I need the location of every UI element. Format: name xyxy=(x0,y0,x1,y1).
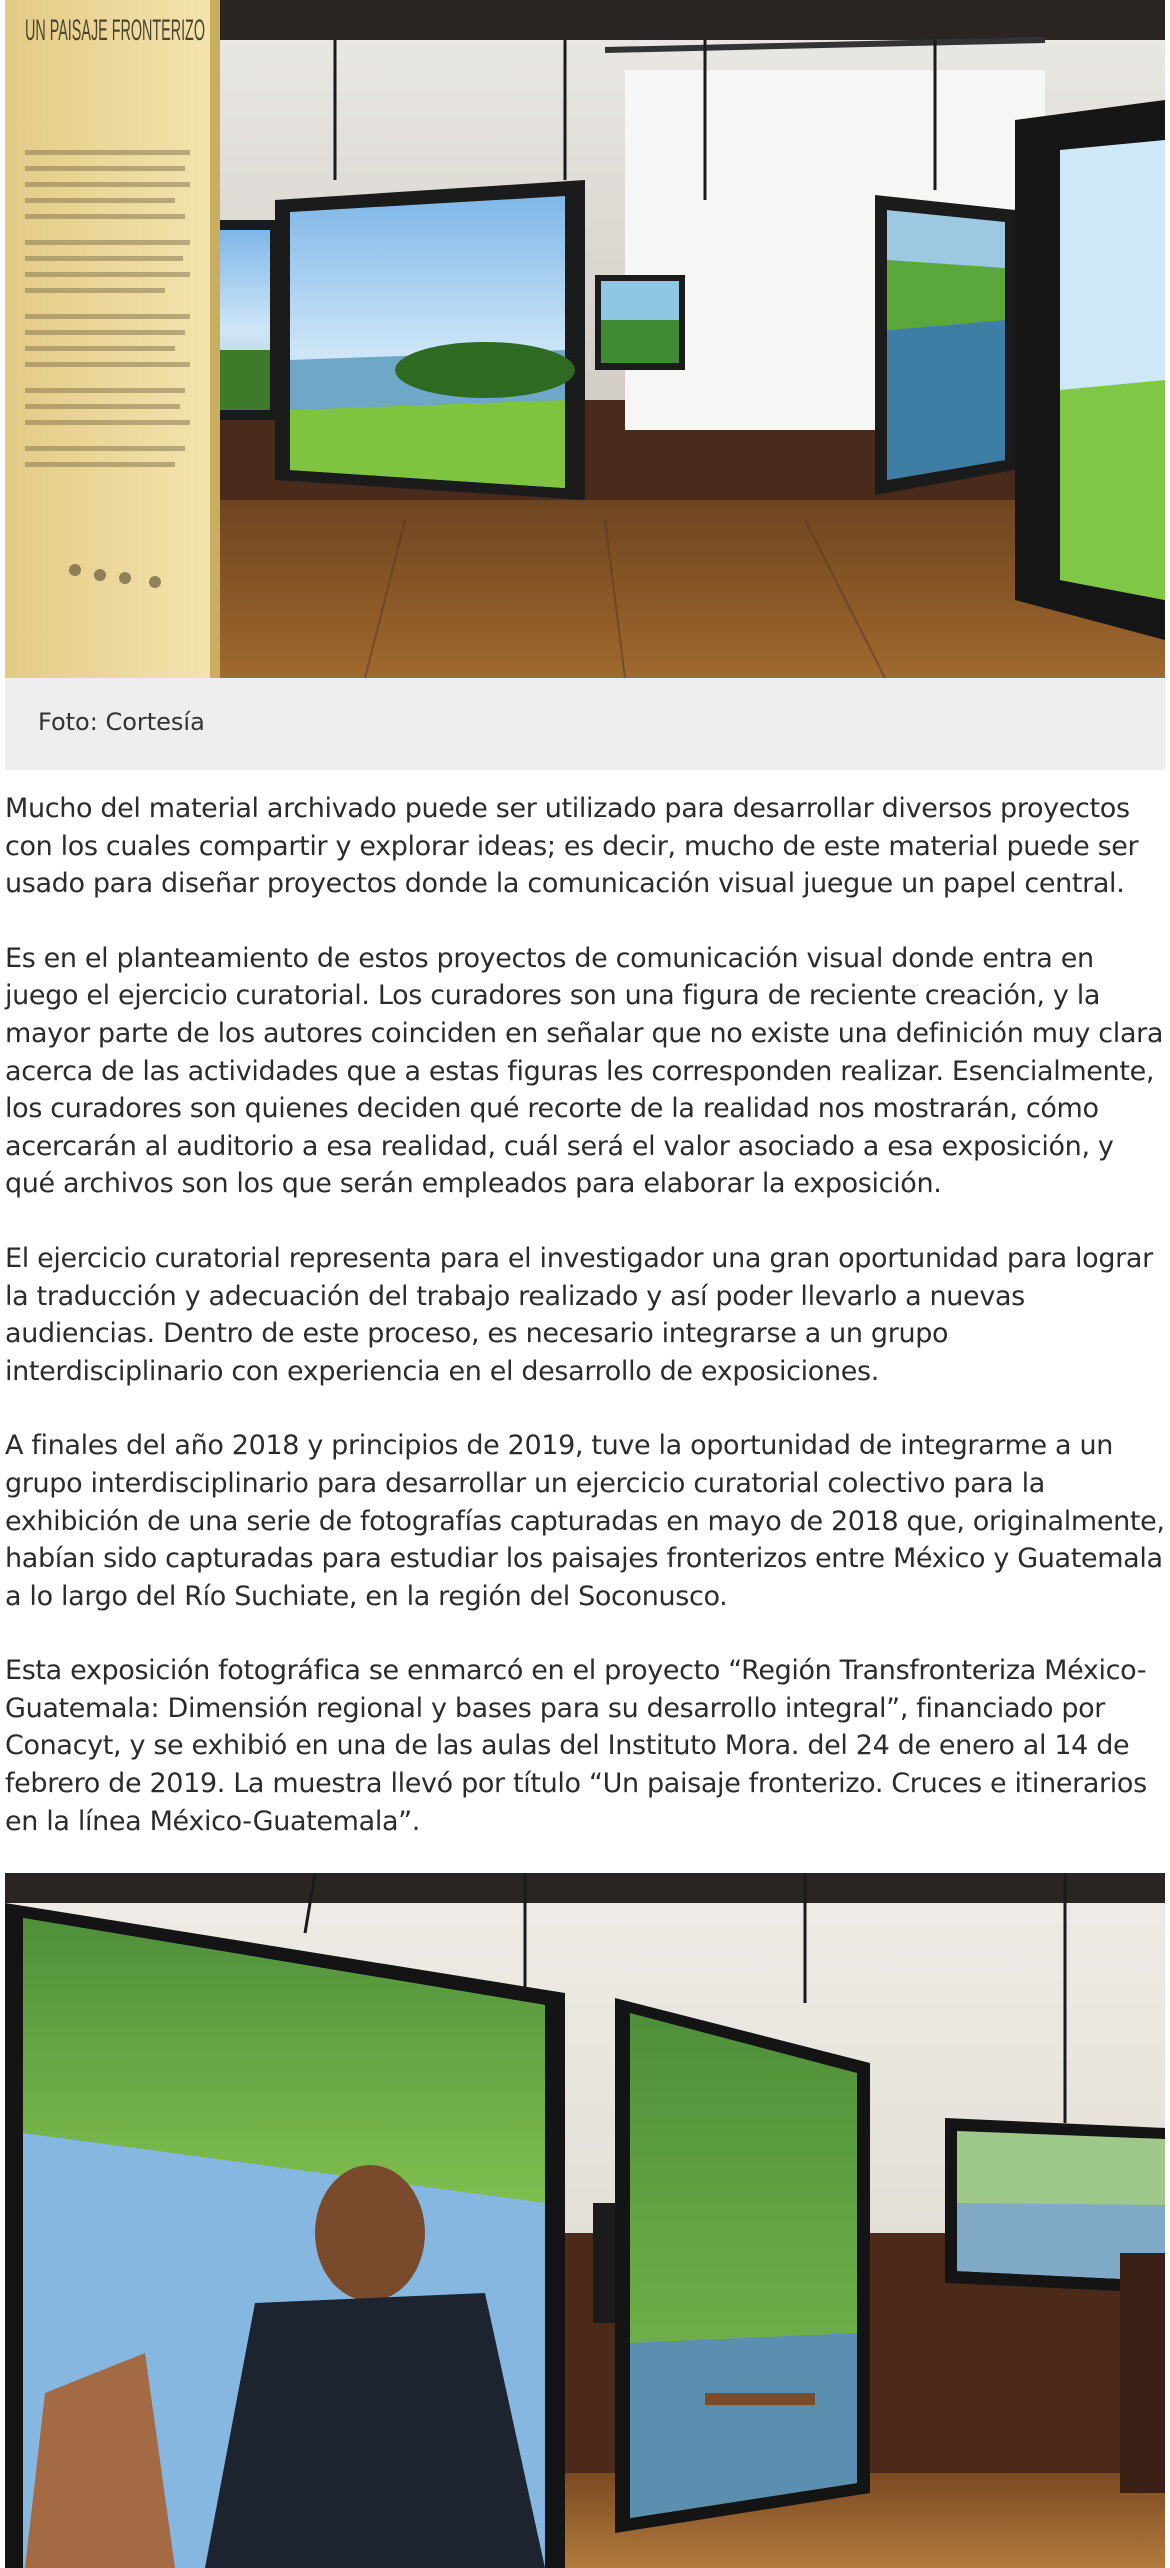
article-paragraph: A finales del año 2018 y principios de 2019, tuve la oportunidad de integrarme a un grupo interdisciplinario para desarrollar un ejercicio curatorial colectivo para la exhibición de una serie de fotografías capturadas en mayo de 2018 que, originalmente, habían sido capturadas para estudiar los paisajes fronterizos entre México y Guatemala a lo largo del Río Suchiate, en la región del Soconusco. xyxy=(5,1430,1165,1612)
article-paragraph: Es en el planteamiento de estos proyectos de comunicación visual donde entra en juego el ejercicio curatorial. Los curadores son una figura de reciente creación, y la mayor parte de los autores coinciden en señalar que no existe una definición muy clara acerca de las actividades que a estas figuras les corresponden realizar. Esencialmente, los curadores son quienes deciden qué recorte de la realidad nos mostrarán, cómo acercarán al auditorio a esa realidad, cuál será el valor asociado a esa exposición, y qué archivos son los que serán empleados para elaborar la exposición. xyxy=(5,942,1164,1200)
article-body xyxy=(5,790,1165,1877)
article-paragraph: El ejercicio curatorial representa para el investigador una gran oportunidad para lograr la traducción y adecuación del trabajo realizado y así poder llevarlo a nuevas audiencias. Dentro de este proceso, es necesario integrarse a un grupo interdisciplinario con experiencia en el desarrollo de exposiciones. xyxy=(5,1242,1153,1387)
article-paragraph: Esta exposición fotográfica se enmarcó en el proyecto “Región Transfronteriza México-Guatemala: Dimensión regional y bases para su desarrollo integral”, financiado por Conacyt, y se exhibió en una de las aulas del Instituto Mora. del 24 de enero al 14 de febrero de 2019. La muestra llevó por título “Un paisaje fronterizo. Cruces e itinerarios en la línea México-Guatemala”. xyxy=(5,1655,1147,1837)
exhibition-photo-bottom[interactable] xyxy=(5,1873,1165,2568)
exhibition-photo-top[interactable] xyxy=(5,0,1165,678)
article-paragraph: Mucho del material archivado puede ser utilizado para desarrollar diversos proyectos con los cuales compartir y explorar ideas; es decir, mucho de este material puede ser usado para diseñar proyectos donde la comunicación visual juegue un papel central. xyxy=(5,793,1139,900)
caption-text: Foto: Cortesía xyxy=(38,708,205,736)
panel-title: UN PAISAJE FRONTERIZO xyxy=(25,14,205,47)
photo-caption xyxy=(5,678,1165,770)
